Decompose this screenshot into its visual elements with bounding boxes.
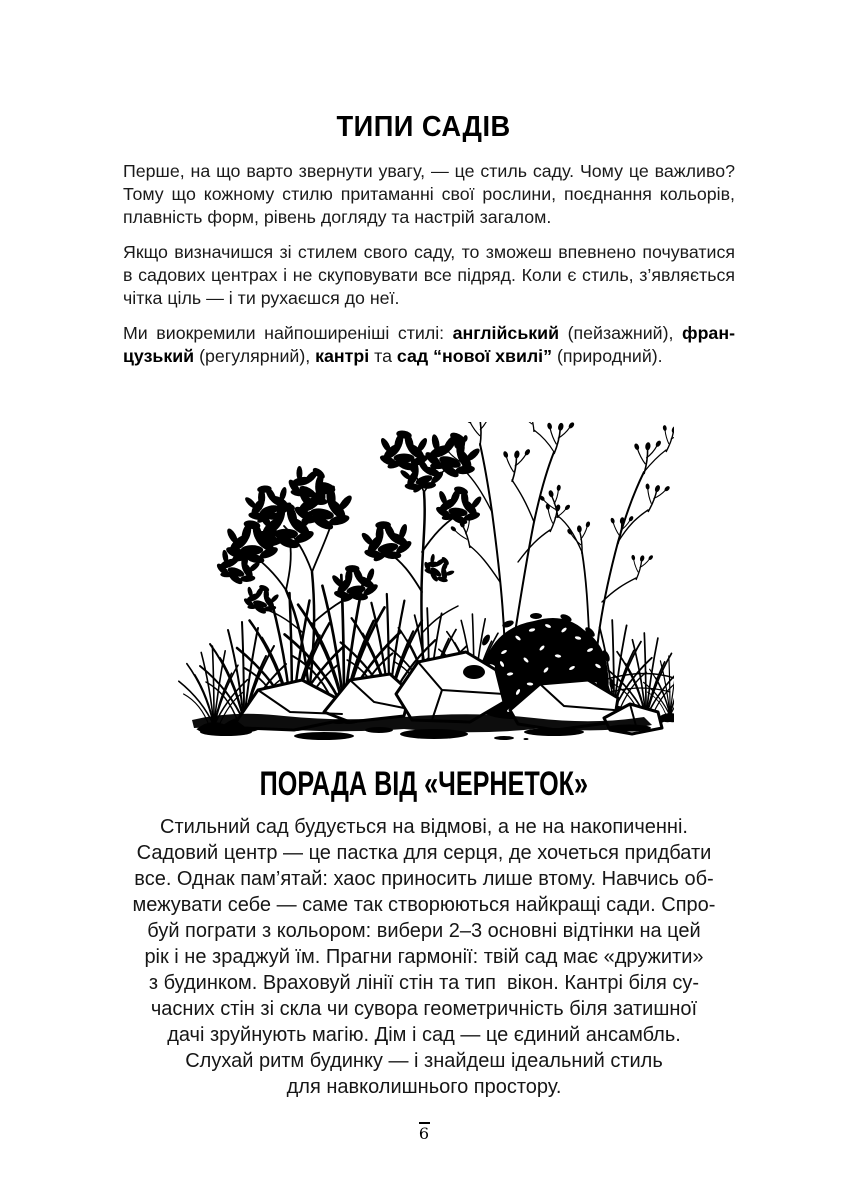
text-line: плавність форм, рівень догляду та настрій загалом. xyxy=(123,207,552,227)
text-line: Слухай ритм будинку — і знайдеш ідеальний стиль xyxy=(185,1050,663,1072)
text-line: Тому що кожному стилю притаманні свої рослини, поєднання кольорів, xyxy=(123,184,735,204)
page-title xyxy=(0,0,848,148)
text-line: дачі зруйнують магію. Дім і сад — це єдиний ансамбль. xyxy=(167,1024,681,1046)
text-line: Якщо визначишся зі стилем свого саду, то зможеш впевнено почуватися xyxy=(123,242,735,262)
intro-paragraph-1 xyxy=(123,160,735,229)
text-line: Ми виокремили найпоширеніші стилі: англійський (пейзажний), фран- xyxy=(123,323,735,343)
intro-section xyxy=(123,160,735,368)
text-line: межувати себе — саме так створюються найкращі сади. Спро- xyxy=(132,894,716,916)
text-line: для навколишнього простору. xyxy=(286,1076,562,1098)
text-line: цузький (регулярний), кантрі та сад “нової хвилі” (природний). xyxy=(123,346,663,366)
text-line: Перше, на що варто звернути увагу, — це стиль саду. Чому це важливо? xyxy=(123,161,735,181)
text-line: Садовий центр — це пастка для серця, де хочеться придбати xyxy=(136,842,712,864)
text-line: рік і не зраджуй їм. Прагни гармонії: твій сад має «дружити» xyxy=(144,946,704,968)
garden-illustration-svg xyxy=(174,422,674,740)
advice-heading-text: ПОРАДА ВІД «ЧЕРНЕТОК» xyxy=(259,765,589,803)
garden-ink-illustration xyxy=(174,422,674,740)
page-number: 6 xyxy=(418,1124,430,1143)
text-line: часних стін зі скла чи сувора геометричність біля затишної xyxy=(150,998,698,1020)
text-line: буй пограти з кольором: вибери 2–3 основні відтінки на цей xyxy=(147,920,701,942)
intro-paragraph-2 xyxy=(123,241,735,310)
text-line: все. Однак пам’ятай: хаос приносить лише втому. Навчись об- xyxy=(134,868,714,890)
text-line: Стильний сад будується на відмові, а не на накопиченні. xyxy=(160,816,688,838)
advice-text xyxy=(0,814,848,1100)
page-title-text: ТИПИ САДІВ xyxy=(336,111,512,143)
text-line: з будинком. Враховуй лінії стін та тип вікон. Кантрі біля су- xyxy=(148,972,700,994)
page-footer xyxy=(0,1122,848,1144)
text-line: в садових центрах і не скуповувати все підряд. Коли є стиль, з’являється xyxy=(123,265,735,285)
advice-heading xyxy=(0,764,848,804)
intro-paragraph-3 xyxy=(123,322,735,368)
text-line: чітка ціль — і ти рухаєшся до неї. xyxy=(123,288,400,308)
